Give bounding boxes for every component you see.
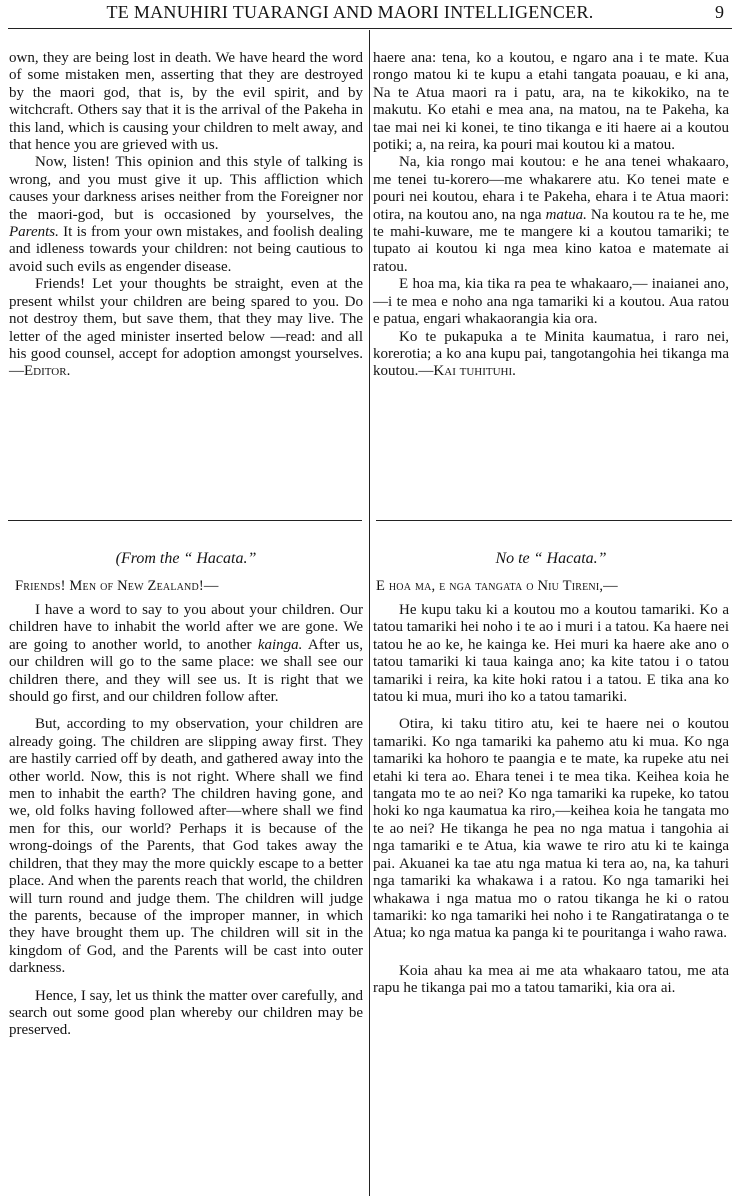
editorial-paragraph: Now, listen! This opinion and this style of talking is wrong, and you must give it up. This affliction which causes your darkness arises neither from the Foreigner nor the maori-god, but is occasioned by yourselves, the Parents. It is from your own mistakes, and foolish dealing and idleness towards your children: not being cautious to avoid such evils as engender disease. <box>9 154 363 275</box>
newspaper-title: TE MANUHIRI TUARANGI AND MAORI INTELLIGENCER. <box>106 2 594 22</box>
letter-paragraph: But, according to my observation, your children are already going. The children are slipping away first. They are hastily carried off by death, and gathered away into the other world. Now, this is not right. Where shall we find men to inhabit the earth? The children having gone, and we, old folks having followed after—where shall we find men for this, our world? Perhaps it is because of the wrong-doings of the Parents, that God takes away the children, that they may the more quickly escape to a better place. And when the parents reach that world, the children will turn round and judge them. The children will judge the parents, because of the improper manner, in which they have brought them up. The children will sit in the kingdom of God, and the Parents will be cast into outer darkness. <box>9 716 363 977</box>
page-header <box>0 2 740 24</box>
letter-paragraph: He kupu taku ki a koutou mo a koutou tamariki. Ko a tatou tamariki hei noho i te ao i muri i a tatou. Ka haere nei tatou he ao ke, he kainga ke. Hei muri ka haere ake ano o tatou tamariki ki taua kainga ano; ka kite tatou i o tatou tamariki i reira, ka kite hoki ratou i a tatou. E tika ana ko tatou ki mua, muri iho ko a tatou tamariki. <box>373 602 729 706</box>
section-rule <box>376 520 732 521</box>
header-rule <box>8 28 732 29</box>
section-rule <box>8 520 362 521</box>
article-source-heading: No te “ Hacata.” <box>495 550 607 567</box>
maori-editorial <box>373 50 729 381</box>
letter-paragraph: Hence, I say, let us think the matter over carefully, and search out some good plan whereby our children may be preserved. <box>9 987 363 1039</box>
editorial-paragraph: haere ana: tena, ko a koutou, e ngaro ana i te mate. Kua rongo matou ki te kupu a etahi tangata poauau, e ki ana, Na te Atua maori ra i patu, ara, na te kikokiko, na te makutu. Ko etahi e mea ana, na matou, na te Pakeha, ka tae mai nei ki konei, te tino tikanga e iti haere ai a koutou potiki; a, na reira, ka pouri mai koutou ki a matou. <box>373 50 729 154</box>
editor-signature: Kai tuhituhi. <box>433 363 516 380</box>
maori-letter <box>373 602 729 998</box>
editorial-paragraph: E hoa ma, kia tika ra pea te whakaaro,— inaianei ano,—i te mea e noho ana nga tamariki ki a koutou. Aua ratou e patua, engari whakaorangia kia ora. <box>373 276 729 328</box>
letter-salutation: E hoa ma, e nga tangata o Niu Tireni,— <box>376 578 618 594</box>
english-editorial <box>9 50 363 381</box>
editorial-paragraph: Friends! Let your thoughts be straight, even at the present whilst your children are being spared to you. Do not destroy them, but save them, that they may live. The letter of the aged minister inserted below —read: and all his good counsel, accept for adoption amongst yourselves.—Editor. <box>9 276 363 380</box>
english-letter <box>9 602 363 1040</box>
page-number: 9 <box>715 2 724 22</box>
editor-signature: Editor. <box>24 363 71 380</box>
letter-paragraph: Otira, ki taku titiro atu, kei te haere nei o koutou tamariki. Ko nga tamariki ka pahemo atu ki mua. Ko nga tamariki ka hohoro te paangia e te mate, ka rupeke atu nei etahi ki tera ao. Ehara tenei i te mea tika. Keihea koia he tangata mo te ao nei? Ko nga tamariki ka rupeke, ko tatou hoki ko nga kaumatua ka riro,—keihea koia he tangata mo te ao nei? He tikanga he pea no nga matua i tangohia ai nga tamariki e te Atua, kia wawe te riro atu ki te kainga pai. Akuanei ka tae atu nga matua ki tera ao, na, ka tahuri nga tamariki ka whakawa i a ratou. Ko nga tamariki hei whakawa i nga matua mo o ratou tikanga he ki o ratou tamariki: ko nga tamariki hei noho i te Rangatiratanga o te Atua; ko nga matua ka panga ki te pouritanga i waho rawa. <box>373 716 729 942</box>
editorial-paragraph: own, they are being lost in death. We have heard the word of some mistaken men, asserting that they are destroyed by the maori god, that is, by the evil spirit, and by witchcraft. Others say that it is the arrival of the Pakeha in this land, which is causing your children to melt away, and that hence you are grieved with us. <box>9 50 363 154</box>
editorial-paragraph: Ko te pukapuka a te Minita kaumatua, i raro nei, korerotia; a ko ana kupu pai, tangotangohia hei tikanga ma koutou.—Kai tuhituhi. <box>373 328 729 380</box>
article-source-heading: (From the “ Hacata.” <box>115 550 257 567</box>
column-divider <box>369 30 370 1196</box>
letter-paragraph: I have a word to say to you about your children. Our children have to inhabit the world after we are gone. We are going to another world, to another kainga. After us, our children will go to the same place: we shall see our children there, and they will see us. It is right that we should go first, and our children follow after. <box>9 602 363 706</box>
letter-salutation: Friends! Men of New Zealand!— <box>15 578 219 594</box>
letter-paragraph: Koia ahau ka mea ai me ata whakaaro tatou, me ata rapu he tikanga pai mo a tatou tamariki, kia ora ai. <box>373 962 729 997</box>
editorial-paragraph: Na, kia rongo mai koutou: e he ana tenei whakaaro, me tenei tu-korero—me whakarere atu. Ko tenei mate e pouri nei koutou, ehara i te Pakeha, ehara i te Atua maori: otira, na koutou ano, na nga matua. Na koutou ra te he, me te mahi-kuware, me te mangere ki a koutou tamariki; te tupato ai koutou ki nga mea kino katoa e matemate ai ratou. <box>373 154 729 275</box>
